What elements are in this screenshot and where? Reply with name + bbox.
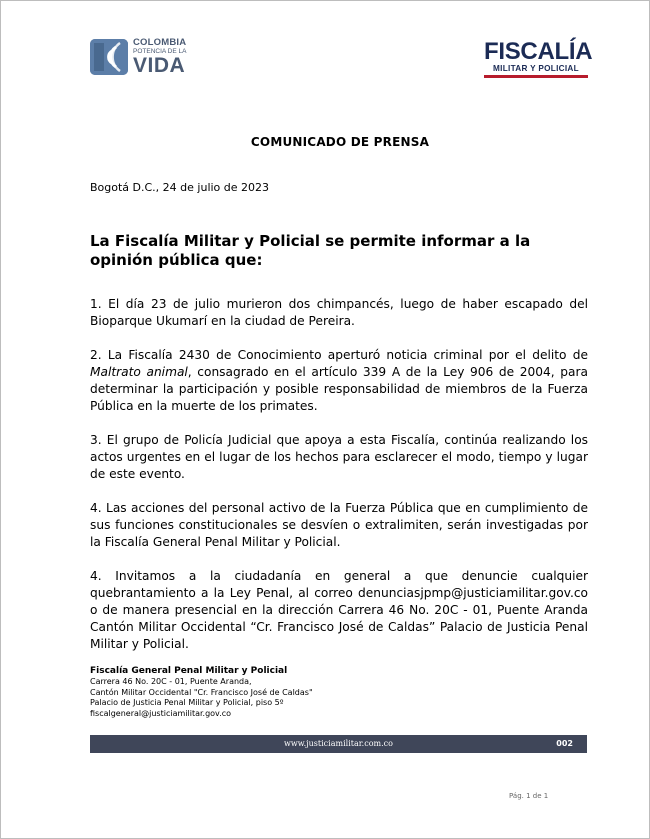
colombia-logo-icon — [90, 39, 128, 75]
logo-text-line2: POTENCIA DE LA — [133, 48, 187, 55]
footer-code: 002 — [556, 739, 573, 748]
fiscalia-logo-subtitle: MILITAR Y POLICIAL — [493, 64, 579, 73]
logo-text-line3: VIDA — [133, 54, 186, 77]
page-number: Pág. 1 de 1 — [509, 792, 549, 800]
colombia-potencia-de-la-vida-logo — [90, 38, 200, 78]
fiscalia-logo-title: FISCALÍA — [484, 38, 593, 65]
footer-line-1: Carrera 46 No. 20C - 01, Puente Aranda, — [90, 677, 252, 686]
footer-line-3: Palacio de Justicia Penal Militar y Policial, piso 5º — [90, 698, 284, 707]
footer-address — [90, 666, 490, 719]
paragraph-1: 1. El día 23 de julio murieron dos chimpancés, luego de haber escapado del Bioparque Ukumarí en la ciudad de Pereira. — [90, 297, 588, 328]
fiscalia-militar-logo — [484, 38, 593, 78]
footer-org-name: Fiscalía General Penal Militar y Policial — [90, 666, 288, 676]
paragraph-3: 3. El grupo de Policía Judicial que apoya a esta Fiscalía, continúa realizando los actos urgentes en el lugar de los hechos para esclarecer el modo, tiempo y lugar de este evento. — [90, 433, 588, 481]
fiscalia-logo-rule — [484, 75, 588, 78]
logo-text-line1: COLOMBIA — [133, 37, 187, 48]
footer-email[interactable]: fiscalgeneral@justiciamilitar.gov.co — [90, 708, 231, 718]
paragraph-2-start: 2. La Fiscalía 2430 de Conocimiento aperturó noticia criminal por el delito de — [90, 348, 588, 362]
footer-line-2: Cantón Militar Occidental "Cr. Francisco José de Caldas" — [90, 687, 313, 697]
body-paragraphs — [90, 296, 588, 670]
paragraph-2 — [90, 347, 588, 415]
paragraph-4: 4. Las acciones del personal activo de la Fuerza Pública que en cumplimiento de sus funciones constitucionales se desvíen o extralimiten, serán investigadas por la Fiscalía General Penal Militar y Policial. — [90, 501, 588, 549]
paragraph-5: 4. Invitamos a la ciudadanía en general a que denuncie cualquier quebrantamiento a la Ley Penal, al correo denunciasjpmp@justiciamilitar.gov.co o de manera presencial en la dirección Carrera 46 No. 20C - 01, Puente Aranda Cantón Militar Occidental “Cr. Francisco José de Caldas” Palacio de Justicia Penal Militar y Policial. — [90, 569, 588, 651]
headline: La Fiscalía Militar y Policial se permite informar a la opinión pública que: — [90, 232, 531, 269]
footer-bar — [90, 735, 587, 753]
dateline: Bogotá D.C., 24 de julio de 2023 — [90, 181, 270, 194]
document-title: COMUNICADO DE PRENSA — [250, 135, 430, 149]
paragraph-2-italic: Maltrato animal — [90, 365, 188, 379]
footer-url-link[interactable]: www.justiciamilitar.com.co — [284, 739, 393, 748]
paragraph-2-end: , consagrado en el artículo 339 A de la Ley 906 de 2004, para determinar la participación y posible responsabilidad de miembros de la Fuerza Pública en la muerte de los primates. — [90, 365, 588, 413]
